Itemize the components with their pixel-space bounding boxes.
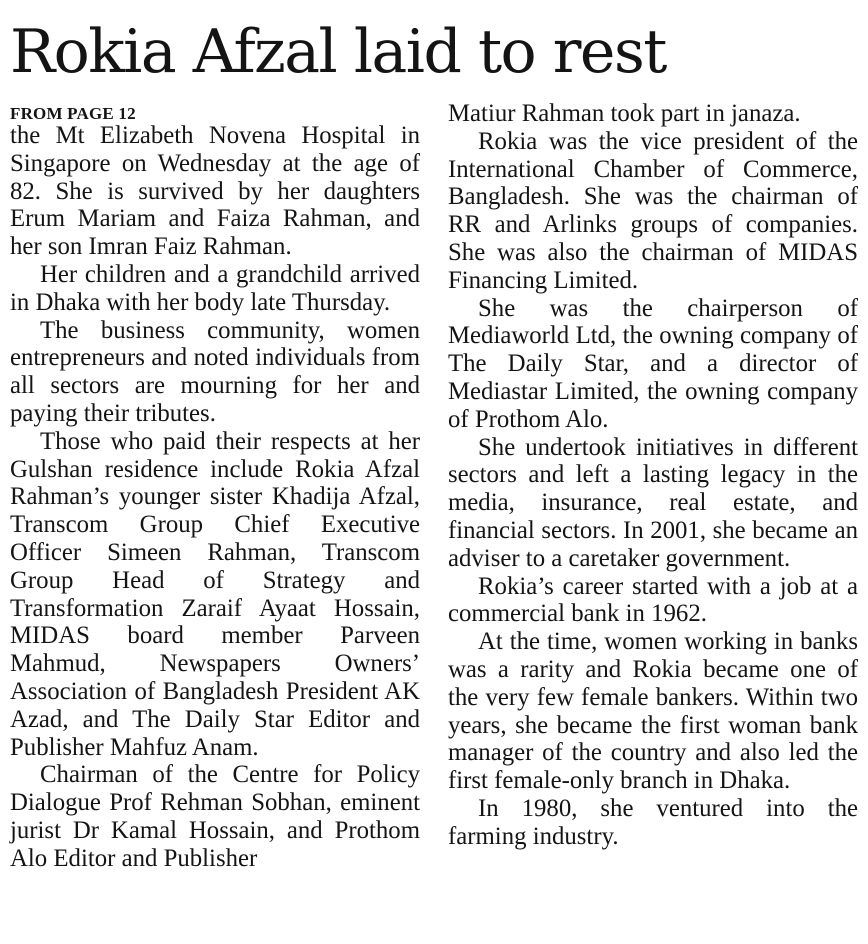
article-column-left <box>10 100 420 873</box>
paragraph: Those who paid their respects at her Gulshan residence include Rokia Afzal Rahman’s younger sister Khadija Afzal, Transcom Group Chief Executive Officer Simeen Rahman, Transcom Group Head of Strategy and Transformation Zaraif Ayaat Hossain, MIDAS board member Parveen Mahmud, Newspapers Owners’ Association of Bangladesh President AK Azad, and The Daily Star Editor and Publisher Mahfuz Anam. <box>10 427 420 761</box>
paragraph: At the time, women working in banks was a rarity and Rokia became one of the very few female bankers. Within two years, she became the first woman bank manager of the country and also led the first female-only branch in Dhaka. <box>448 628 858 795</box>
paragraph: The business community, women entrepreneurs and noted individuals from all sectors are mourning for her and paying their tributes. <box>10 316 420 427</box>
jump-line: FROM PAGE 12 <box>10 104 136 123</box>
paragraph: In 1980, she ventured into the farming industry. <box>448 794 858 850</box>
paragraph: Her children and a grandchild arrived in Dhaka with her body late Thursday. <box>10 260 420 316</box>
paragraph: the Mt Elizabeth Novena Hospital in Singapore on Wednesday at the age of 82. She is survived by her daughters Erum Mariam and Faiza Rahman, and her son Imran Faiz Rahman. <box>10 122 420 261</box>
paragraph: She undertook initiatives in different sectors and left a lasting legacy in the media, insurance, real estate, and financial sectors. In 2001, she became an adviser to a caretaker government. <box>448 433 858 572</box>
article-column-right <box>448 100 858 851</box>
headline: Rokia Afzal laid to rest <box>10 17 666 87</box>
paragraph: Chairman of the Centre for Policy Dialogue Prof Rehman Sobhan, eminent jurist Dr Kamal Hossain, and Prothom Alo Editor and Publisher <box>10 761 420 872</box>
paragraph: Rokia was the vice president of the International Chamber of Commerce, Bangladesh. She was the chairman of RR and Arlinks groups of companies. She was also the chairman of MIDAS Financing Limited. <box>448 127 858 294</box>
paragraph: She was the chairperson of Mediaworld Ltd, the owning company of The Daily Star, and a director of Mediastar Limited, the owning company of Prothom Alo. <box>448 294 858 433</box>
paragraph: Matiur Rahman took part in janaza. <box>448 100 801 127</box>
paragraph: Rokia’s career started with a job at a commercial bank in 1962. <box>448 572 858 628</box>
